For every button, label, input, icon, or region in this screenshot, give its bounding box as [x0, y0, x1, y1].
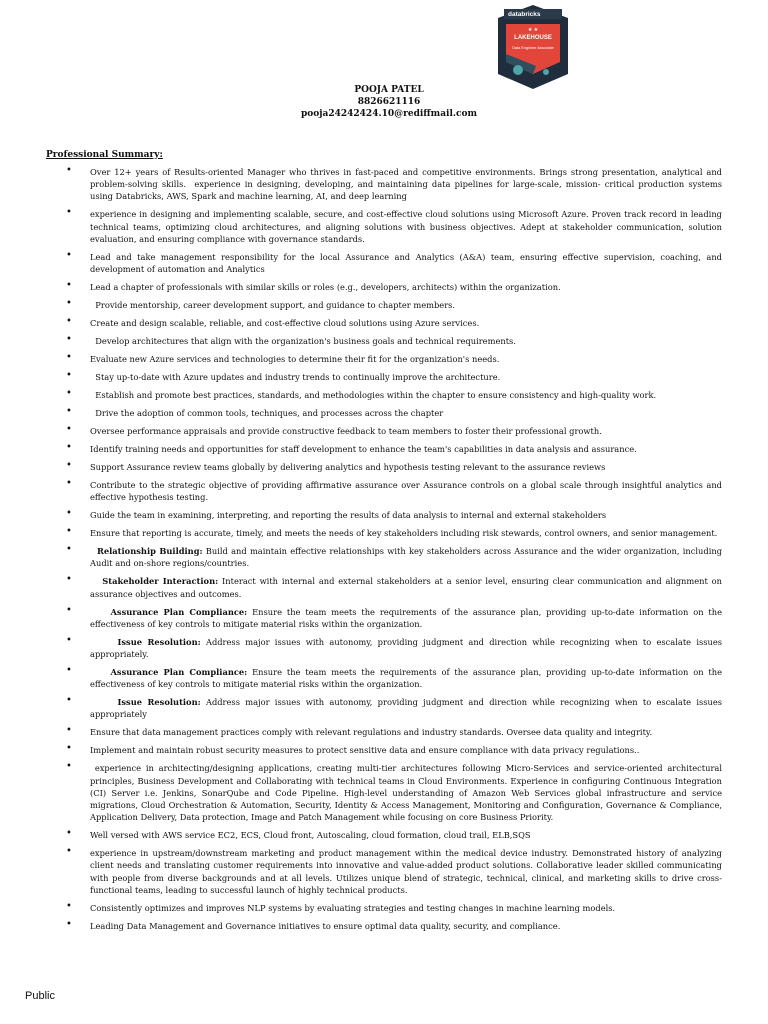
item-text: Create and design scalable, reliable, and cost-effective cloud solutions using Azure services.: [90, 318, 480, 329]
item-heading: Issue Resolution:: [90, 697, 201, 708]
candidate-name: POOJA PATEL: [354, 85, 424, 95]
summary-list-item: [66, 574, 725, 599]
summary-list-item: [66, 478, 725, 503]
summary-list-item: [66, 249, 725, 275]
bullet-icon: •: [66, 388, 72, 400]
item-text: Ensure the team meets the requirements of the assurance plan, providing up-to-date information on the effectiveness of key controls to mitigate material risks within the organization.: [90, 606, 725, 629]
bullet-icon: •: [66, 207, 72, 219]
badge-title: LAKEHOUSE: [514, 35, 552, 41]
item-text: Address major issues with autonomy, providing judgment and direction while recognizing when to escalate issues appropriately: [90, 697, 725, 720]
bullet-icon: •: [66, 828, 72, 840]
bullet-icon: •: [66, 508, 72, 520]
section-heading-professional-summary: Professional Summary:: [46, 150, 163, 160]
summary-list-item: [66, 316, 722, 329]
item-text: Consistently optimizes and improves NLP systems by evaluating strategies and testing changes in machine learning models.: [90, 902, 616, 913]
item-text: Guide the team in examining, interpreting, and reporting the results of data analysis to internal and external stakeholders: [90, 510, 607, 521]
item-text: Ensure that data management practices comply with relevant regulations and industry standards. Oversee data quality and integrity.: [90, 727, 653, 738]
item-text: Leading Data Management and Governance initiatives to ensure optimal data quality, security, and compliance.: [90, 920, 561, 931]
summary-list-item: [66, 665, 725, 690]
item-text: Drive the adoption of common tools, techniques, and processes across the chapter: [90, 408, 444, 419]
summary-list-item: [66, 370, 722, 383]
item-text: Ensure that reporting is accurate, timely, and meets the needs of key stakeholders including risk stewards, control owners, and senior management.: [90, 528, 718, 539]
bullet-icon: •: [66, 725, 72, 737]
summary-list-item: [66, 424, 722, 437]
summary-list-item: [66, 280, 722, 293]
summary-list-item: [66, 406, 722, 419]
item-text: Evaluate new Azure services and technologies to determine their fit for the organization's needs.: [90, 354, 500, 365]
bullet-icon: •: [66, 165, 72, 176]
bullet-icon: •: [66, 249, 72, 261]
classification-label: Public: [25, 990, 55, 1002]
candidate-phone: 8826621116: [357, 97, 421, 107]
item-heading: Relationship Building:: [90, 546, 203, 557]
item-text: Oversee performance appraisals and provide constructive feedback to team members to foster their professional growth.: [90, 426, 602, 437]
bullet-icon: •: [66, 424, 72, 436]
item-text: Identify training needs and opportunities for staff development to enhance the team's capabilities in data analysis and assurance.: [90, 444, 637, 455]
summary-list-item: [66, 695, 725, 720]
summary-list-item: [66, 828, 722, 841]
databricks-lakehouse-badge: [496, 4, 570, 90]
bullet-icon: •: [66, 634, 72, 646]
bullet-icon: •: [66, 544, 72, 556]
summary-list-item: [66, 207, 725, 245]
item-text: Over 12+ years of Results-oriented Manager who thrives in fast-paced and competitive environments. Brings strong presentation, analytical and problem-solving skills. experience in designing, developing, and maintaining data pipelines for large-scale, mission- critical production systems using Databricks, AWS, Spark and machine learning, AI, and deep learning: [90, 167, 725, 202]
item-text: experience in upstream/downstream marketing and product management within the medical device industry. Demonstrated history of analyzing client needs and translating customer requirements into innovative and value-added product solutions. Collaborative leader skilled communicating with people from diverse backgrounds and at all levels. Utilizes unique blend of strategic, technical, clinical, and marketing skills to drive cross-functional teams, leading to successful launch of highly technical products.: [90, 848, 725, 895]
summary-list-item: [66, 725, 722, 738]
bullet-icon: •: [66, 900, 72, 912]
summary-list-item: [66, 460, 722, 473]
bullet-icon: •: [66, 352, 72, 364]
summary-list-item: [66, 761, 725, 823]
bullet-icon: •: [66, 280, 72, 292]
summary-list-item: [66, 846, 725, 896]
item-text: Well versed with AWS service EC2, ECS, Cloud front, Autoscaling, cloud formation, cloud trail, ELB,SQS: [90, 830, 531, 841]
item-text: Support Assurance review teams globally by delivering analytics and hypothesis testing relevant to the assurance reviews: [90, 462, 606, 473]
bullet-icon: •: [66, 574, 72, 586]
bullet-icon: •: [66, 743, 72, 755]
summary-list-item: [66, 634, 725, 660]
summary-list-item: [66, 508, 722, 521]
summary-list: [66, 165, 725, 938]
bullet-icon: •: [66, 478, 72, 490]
item-text: Interact with internal and external stakeholders at a senior level, ensuring clear communication and alignment on assurance objectives and outcomes.: [90, 576, 725, 599]
item-text: Stay up-to-date with Azure updates and industry trends to continually improve the architecture.: [90, 372, 501, 383]
item-text: Lead a chapter of professionals with similar skills or roles (e.g., developers, architects) within the organization.: [90, 282, 561, 293]
bullet-icon: •: [66, 846, 72, 858]
bullet-icon: •: [66, 665, 72, 677]
bullet-icon: •: [66, 334, 72, 346]
item-text: Lead and take management responsibility for the local Assurance and Analytics (A&A) team, ensuring effective supervision, coaching, and development of automation and Analytics: [90, 251, 725, 275]
summary-list-item: [66, 544, 725, 569]
candidate-email: pooja24242424.10@rediffmail.com: [300, 109, 478, 119]
item-heading: Stakeholder Interaction:: [90, 576, 219, 587]
item-heading: Assurance Plan Compliance:: [90, 667, 248, 678]
bullet-icon: •: [66, 526, 72, 538]
item-text: experience in designing and implementing scalable, secure, and cost-effective cloud solutions using Microsoft Azure. Proven track record in leading technical teams, optimizing cloud architectures, and aligning solutions with business objectives. Adept at stakeholder communication, solution evaluation, and ensuring compliance with governance standards.: [90, 209, 725, 244]
summary-list-item: [66, 298, 722, 311]
summary-list-item: [66, 604, 725, 630]
badge-brand: databricks: [508, 11, 541, 18]
item-text: Address major issues with autonomy, providing judgment and direction while recognizing when to escalate issues appropriately.: [90, 636, 725, 660]
item-text: Implement and maintain robust security measures to protect sensitive data and ensure compliance with data privacy regulations..: [90, 745, 640, 756]
summary-list-item: [66, 900, 722, 914]
bullet-icon: •: [66, 370, 72, 382]
badge-stars: ★ ★: [527, 27, 539, 33]
summary-list-item: [66, 352, 722, 365]
item-text: Provide mentorship, career development support, and guidance to chapter members.: [90, 300, 456, 311]
item-heading: Issue Resolution:: [90, 636, 201, 647]
contact-header: [0, 84, 768, 120]
bullet-icon: •: [66, 918, 72, 930]
badge-subtitle: Data Engineer Associate: [512, 46, 554, 50]
item-text: Build and maintain effective relationships with key stakeholders across Assurance and the wider organization, including Audit and on-shore regions/countries.: [90, 546, 725, 569]
summary-list-item: [66, 165, 725, 203]
bullet-icon: •: [66, 761, 72, 773]
summary-list-item: [66, 334, 722, 347]
item-text: Contribute to the strategic objective of providing affirmative assurance over Assurance controls on a global scale through insightful analytics and effective hypothesis testing.: [90, 480, 725, 503]
bullet-icon: •: [66, 406, 72, 418]
summary-list-item: [66, 526, 722, 539]
item-text: Establish and promote best practices, standards, and methodologies within the chapter to ensure consistency and high-quality work.: [90, 390, 657, 401]
bullet-icon: •: [66, 695, 72, 707]
item-text: Develop architectures that align with the organization's business goals and technical requirements.: [90, 336, 516, 347]
bullet-icon: •: [66, 442, 72, 454]
item-text: Ensure the team meets the requirements of the assurance plan, providing up-to-date information on the effectiveness of key controls to mitigate material risks within the organization.: [90, 667, 725, 690]
bullet-icon: •: [66, 316, 72, 328]
item-heading: Assurance Plan Compliance:: [90, 606, 248, 617]
bullet-icon: •: [66, 604, 72, 616]
item-text: experience in architecting/designing applications, creating multi-tier architectures following Micro-Services and service-oriented architectural principles, Business Development and Collaborating with technical teams in Cloud Environments. Experience in configuring Continuous Integration (CI) Server i.e. Jenkins, SonarQube and Code Pipeline. High-level understanding of Amazon Web Services global infrastructure and service migrations, Cloud Orchestration & Automation, Security, Identity & Access Management, Monitoring and Configuration, Governance & Compliance, Application Delivery, Data protection, Image and Patch Management while focusing on core Business Priority.: [90, 763, 725, 823]
summary-list-item: [66, 743, 722, 756]
bullet-icon: •: [66, 298, 72, 310]
summary-list-item: [66, 388, 722, 401]
bullet-icon: •: [66, 460, 72, 472]
summary-list-item: [66, 442, 722, 455]
summary-list-item: [66, 918, 722, 932]
